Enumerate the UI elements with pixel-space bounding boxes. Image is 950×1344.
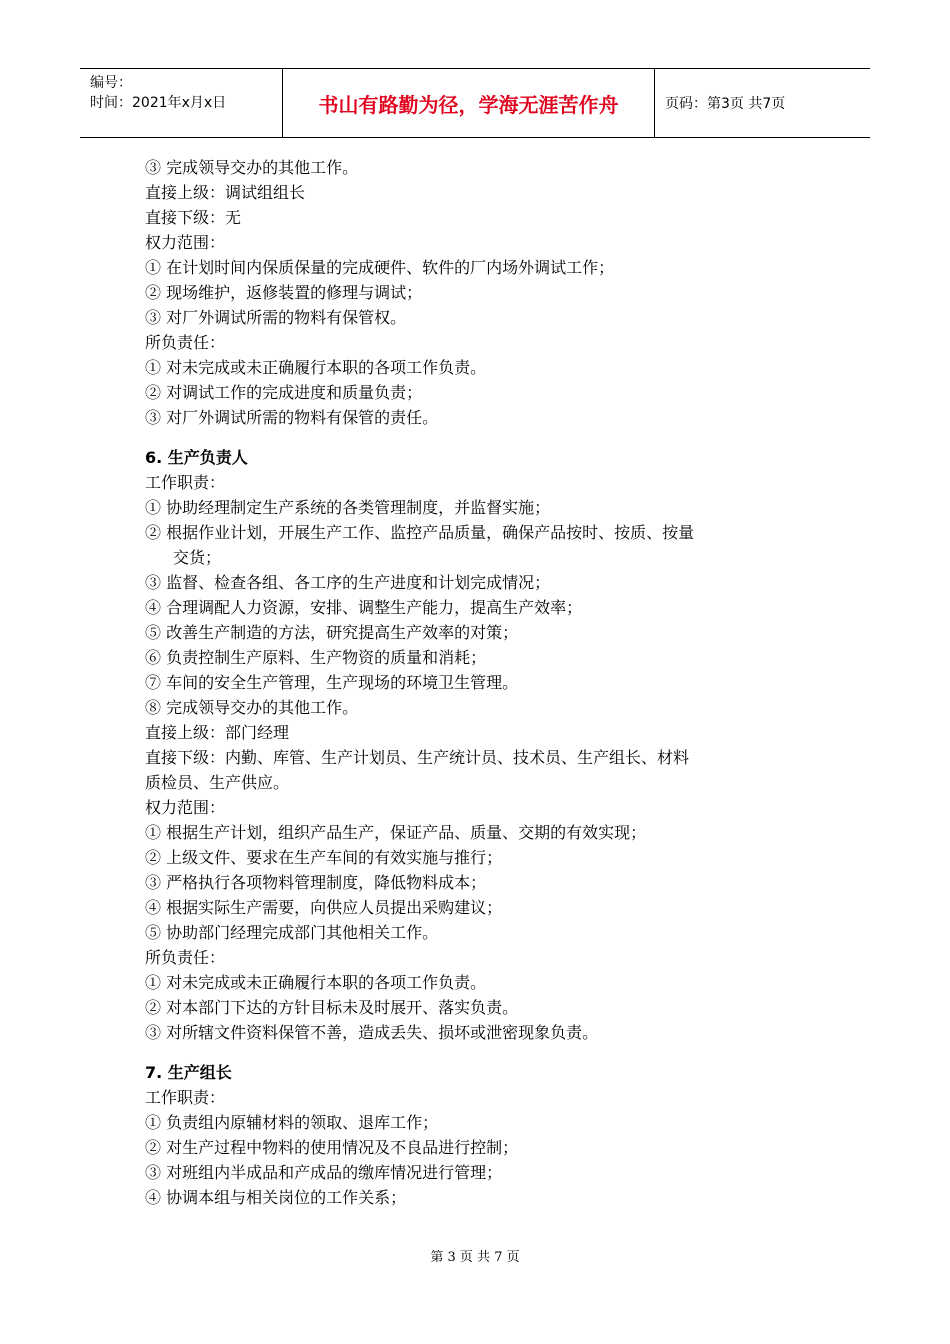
text-line: ② 对调试工作的完成进度和质量负责；: [145, 383, 423, 402]
text-line: 所负责任：: [145, 948, 226, 967]
text-line: ① 根据生产计划，组织产品生产，保证产品、质量、交期的有效实现；: [145, 823, 647, 842]
text-line: ② 上级文件、要求在生产车间的有效实施与推行；: [145, 848, 503, 867]
header-meta: [80, 69, 283, 137]
section-heading: 6. 生产负责人: [145, 448, 248, 467]
text-line: ① 对未完成或未正确履行本职的各项工作负责。: [145, 973, 487, 992]
header-motto: 书山有路勤为径，学海无涯苦作舟: [283, 69, 655, 137]
text-line: ② 现场维护，返修装置的修理与调试；: [145, 283, 423, 302]
page-header: [80, 68, 870, 138]
section-7: [145, 1060, 825, 1210]
text-line: ① 对未完成或未正确履行本职的各项工作负责。: [145, 358, 487, 377]
text-line: 质检员、生产供应。: [145, 773, 290, 792]
text-line: ⑦ 车间的安全生产管理，生产现场的环境卫生管理。: [145, 673, 519, 692]
text-line: ③ 对厂外调试所需的物料有保管的责任。: [145, 408, 439, 427]
text-line: ③ 对班组内半成品和产成品的缴库情况进行管理；: [145, 1163, 503, 1182]
document-body: [145, 155, 825, 1210]
text-line: ⑥ 负责控制生产原料、生产物资的质量和消耗；: [145, 648, 487, 667]
text-line: ② 对生产过程中物料的使用情况及不良品进行控制；: [145, 1138, 519, 1157]
section-5-continuation: [145, 155, 825, 430]
text-line: 直接下级：无: [145, 208, 242, 227]
text-line: ③ 完成领导交办的其他工作。: [145, 158, 359, 177]
text-line: ③ 对所辖文件资料保管不善，造成丢失、损坏或泄密现象负责。: [145, 1023, 599, 1042]
text-line: 权力范围：: [145, 798, 226, 817]
page-indicator: 页码：第3页 共7页: [665, 96, 786, 112]
text-line: ② 对本部门下达的方针目标未及时展开、落实负责。: [145, 998, 519, 1017]
text-line: ① 负责组内原辅材料的领取、退库工作；: [145, 1113, 439, 1132]
text-line: 直接下级：内勤、库管、生产计划员、生产统计员、技术员、生产组长、材料: [145, 748, 690, 767]
text-line: ⑧ 完成领导交办的其他工作。: [145, 698, 359, 717]
text-line: ③ 监督、检查各组、各工序的生产进度和计划完成情况；: [145, 573, 551, 592]
text-line: 权力范围：: [145, 233, 226, 252]
text-line: 工作职责：: [145, 1088, 226, 1107]
text-line: 直接上级：部门经理: [145, 723, 290, 742]
text-line: 工作职责：: [145, 473, 226, 492]
text-line: 交货；: [173, 548, 222, 567]
section-heading: 7. 生产组长: [145, 1063, 232, 1082]
text-line: ⑤ 协助部门经理完成部门其他相关工作。: [145, 923, 439, 942]
text-line: ④ 合理调配人力资源，安排、调整生产能力，提高生产效率；: [145, 598, 583, 617]
text-line: ③ 严格执行各项物料管理制度，降低物料成本；: [145, 873, 487, 892]
text-line: ④ 协调本组与相关岗位的工作关系；: [145, 1188, 407, 1207]
section-6: [145, 445, 825, 1045]
text-line: ③ 对厂外调试所需的物料有保管权。: [145, 308, 407, 327]
text-line: ① 在计划时间内保质保量的完成硬件、软件的厂内场外调试工作；: [145, 258, 615, 277]
text-line: ① 协助经理制定生产系统的各类管理制度，并监督实施；: [145, 498, 551, 517]
text-line: ④ 根据实际生产需要，向供应人员提出采购建议；: [145, 898, 503, 917]
text-line: ⑤ 改善生产制造的方法，研究提高生产效率的对策；: [145, 623, 519, 642]
text-line: 直接上级：调试组组长: [145, 183, 306, 202]
page-footer: 第 3 页 共 7 页: [430, 1250, 520, 1265]
text-line: ② 根据作业计划，开展生产工作、监控产品质量，确保产品按时、按质、按量: [145, 523, 695, 542]
number-label: 编号：: [90, 75, 132, 91]
date-label: 时间：2021年x月x日: [90, 95, 227, 111]
text-line: 所负责任：: [145, 333, 226, 352]
